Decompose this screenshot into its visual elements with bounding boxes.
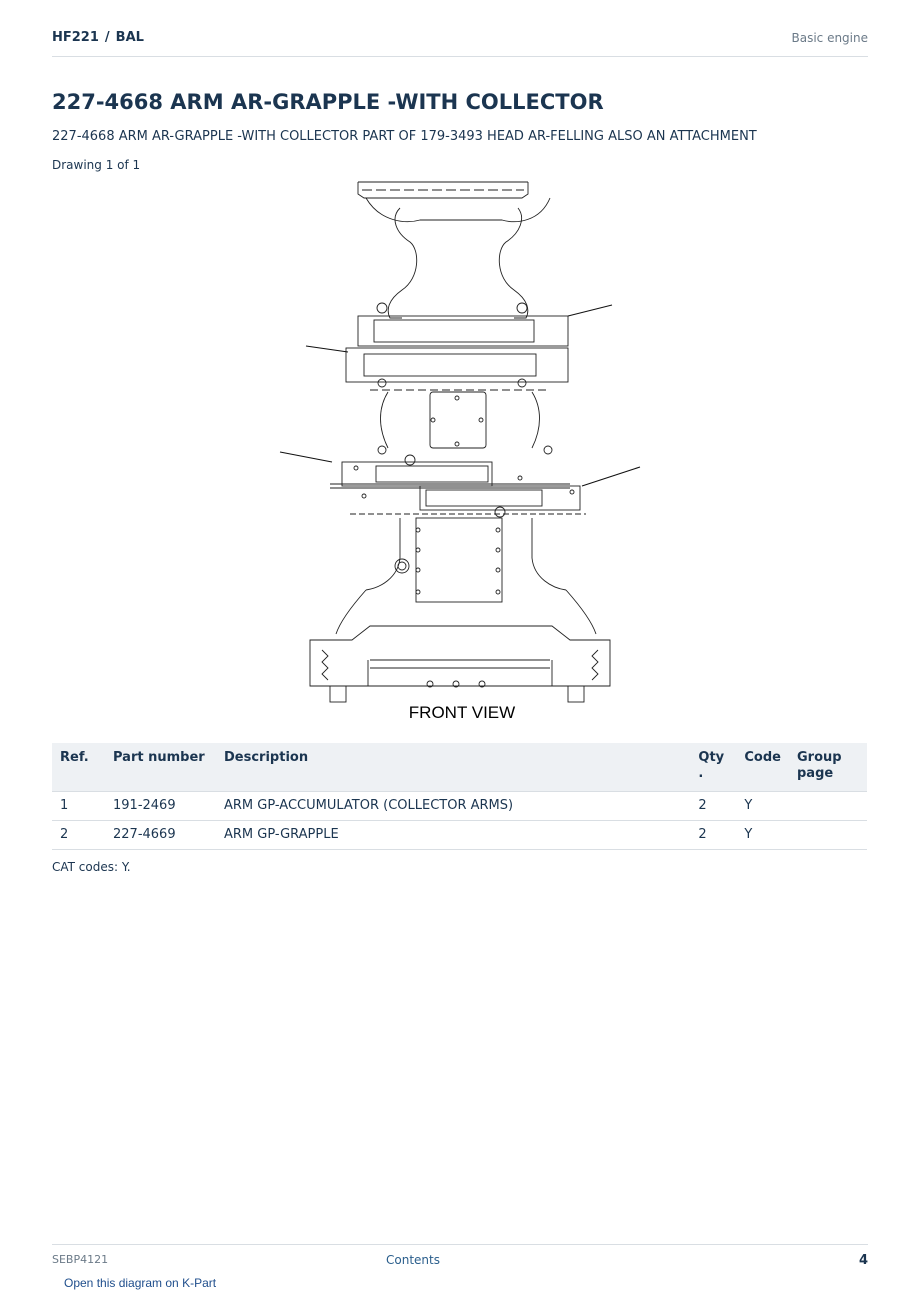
breadcrumb-series: BAL	[115, 30, 144, 45]
upper-column	[388, 208, 528, 318]
section-name: Basic engine	[791, 31, 868, 45]
cell-ref: 1	[52, 792, 105, 821]
upper-arm-band-1	[358, 316, 568, 346]
page-number: 4	[858, 1253, 868, 1268]
middle-body	[381, 392, 540, 448]
right-foot	[568, 686, 584, 702]
breadcrumb	[52, 30, 144, 45]
part-description: 227-4668 ARM AR-GRAPPLE -WITH COLLECTOR PART OF 179-3493 HEAD AR-FELLING ALSO AN ATTACHMENT	[52, 129, 757, 144]
header-group-page	[789, 743, 867, 792]
cell-qty: 2	[690, 792, 736, 821]
leader-line-1	[568, 305, 612, 316]
table-row	[52, 792, 867, 821]
cat-codes-note: CAT codes: Y.	[52, 860, 131, 874]
cell-part-number: 227-4669	[105, 821, 216, 850]
upper-arm-band-2	[346, 348, 568, 382]
cell-group-page	[789, 792, 867, 821]
cell-description: ARM GP-ACCUMULATOR (COLLECTOR ARMS)	[216, 792, 690, 821]
open-kpart-link[interactable]: Open this diagram on K-Part	[64, 1276, 217, 1290]
breadcrumb-separator: /	[104, 30, 110, 45]
header-part-number: Part number	[105, 743, 216, 792]
cell-group-page	[789, 821, 867, 850]
view-label: FRONT VIEW	[408, 703, 516, 722]
header-ref: Ref.	[52, 743, 105, 792]
page-title: 227-4668 ARM AR-GRAPPLE -WITH COLLECTOR	[52, 90, 604, 114]
leader-line-4	[582, 467, 640, 486]
table-row	[52, 821, 867, 850]
header-description: Description	[216, 743, 690, 792]
cell-code: Y	[736, 821, 789, 850]
table-header-row	[52, 743, 867, 792]
cell-ref: 2	[52, 821, 105, 850]
base-frame	[310, 626, 610, 686]
page-footer	[52, 1244, 868, 1275]
front-view-drawing	[270, 178, 650, 726]
breadcrumb-model: HF221	[52, 30, 99, 45]
header-qty: Qty .	[690, 743, 736, 792]
leader-line-3	[280, 452, 332, 462]
drawing-count: Drawing 1 of 1	[52, 158, 141, 172]
cell-description: ARM GP-GRAPPLE	[216, 821, 690, 850]
cell-code: Y	[736, 792, 789, 821]
header-group-page-text: Group page	[797, 750, 842, 781]
cell-qty: 2	[690, 821, 736, 850]
cell-part-number: 191-2469	[105, 792, 216, 821]
document-id: SEBP4121	[52, 1253, 109, 1266]
lower-column	[366, 518, 566, 590]
page-header	[52, 28, 868, 57]
header-code: Code	[736, 743, 789, 792]
parts-table	[52, 743, 867, 850]
contents-link[interactable]: Contents	[386, 1253, 440, 1267]
leader-line-2	[306, 346, 348, 352]
left-foot	[330, 686, 346, 702]
